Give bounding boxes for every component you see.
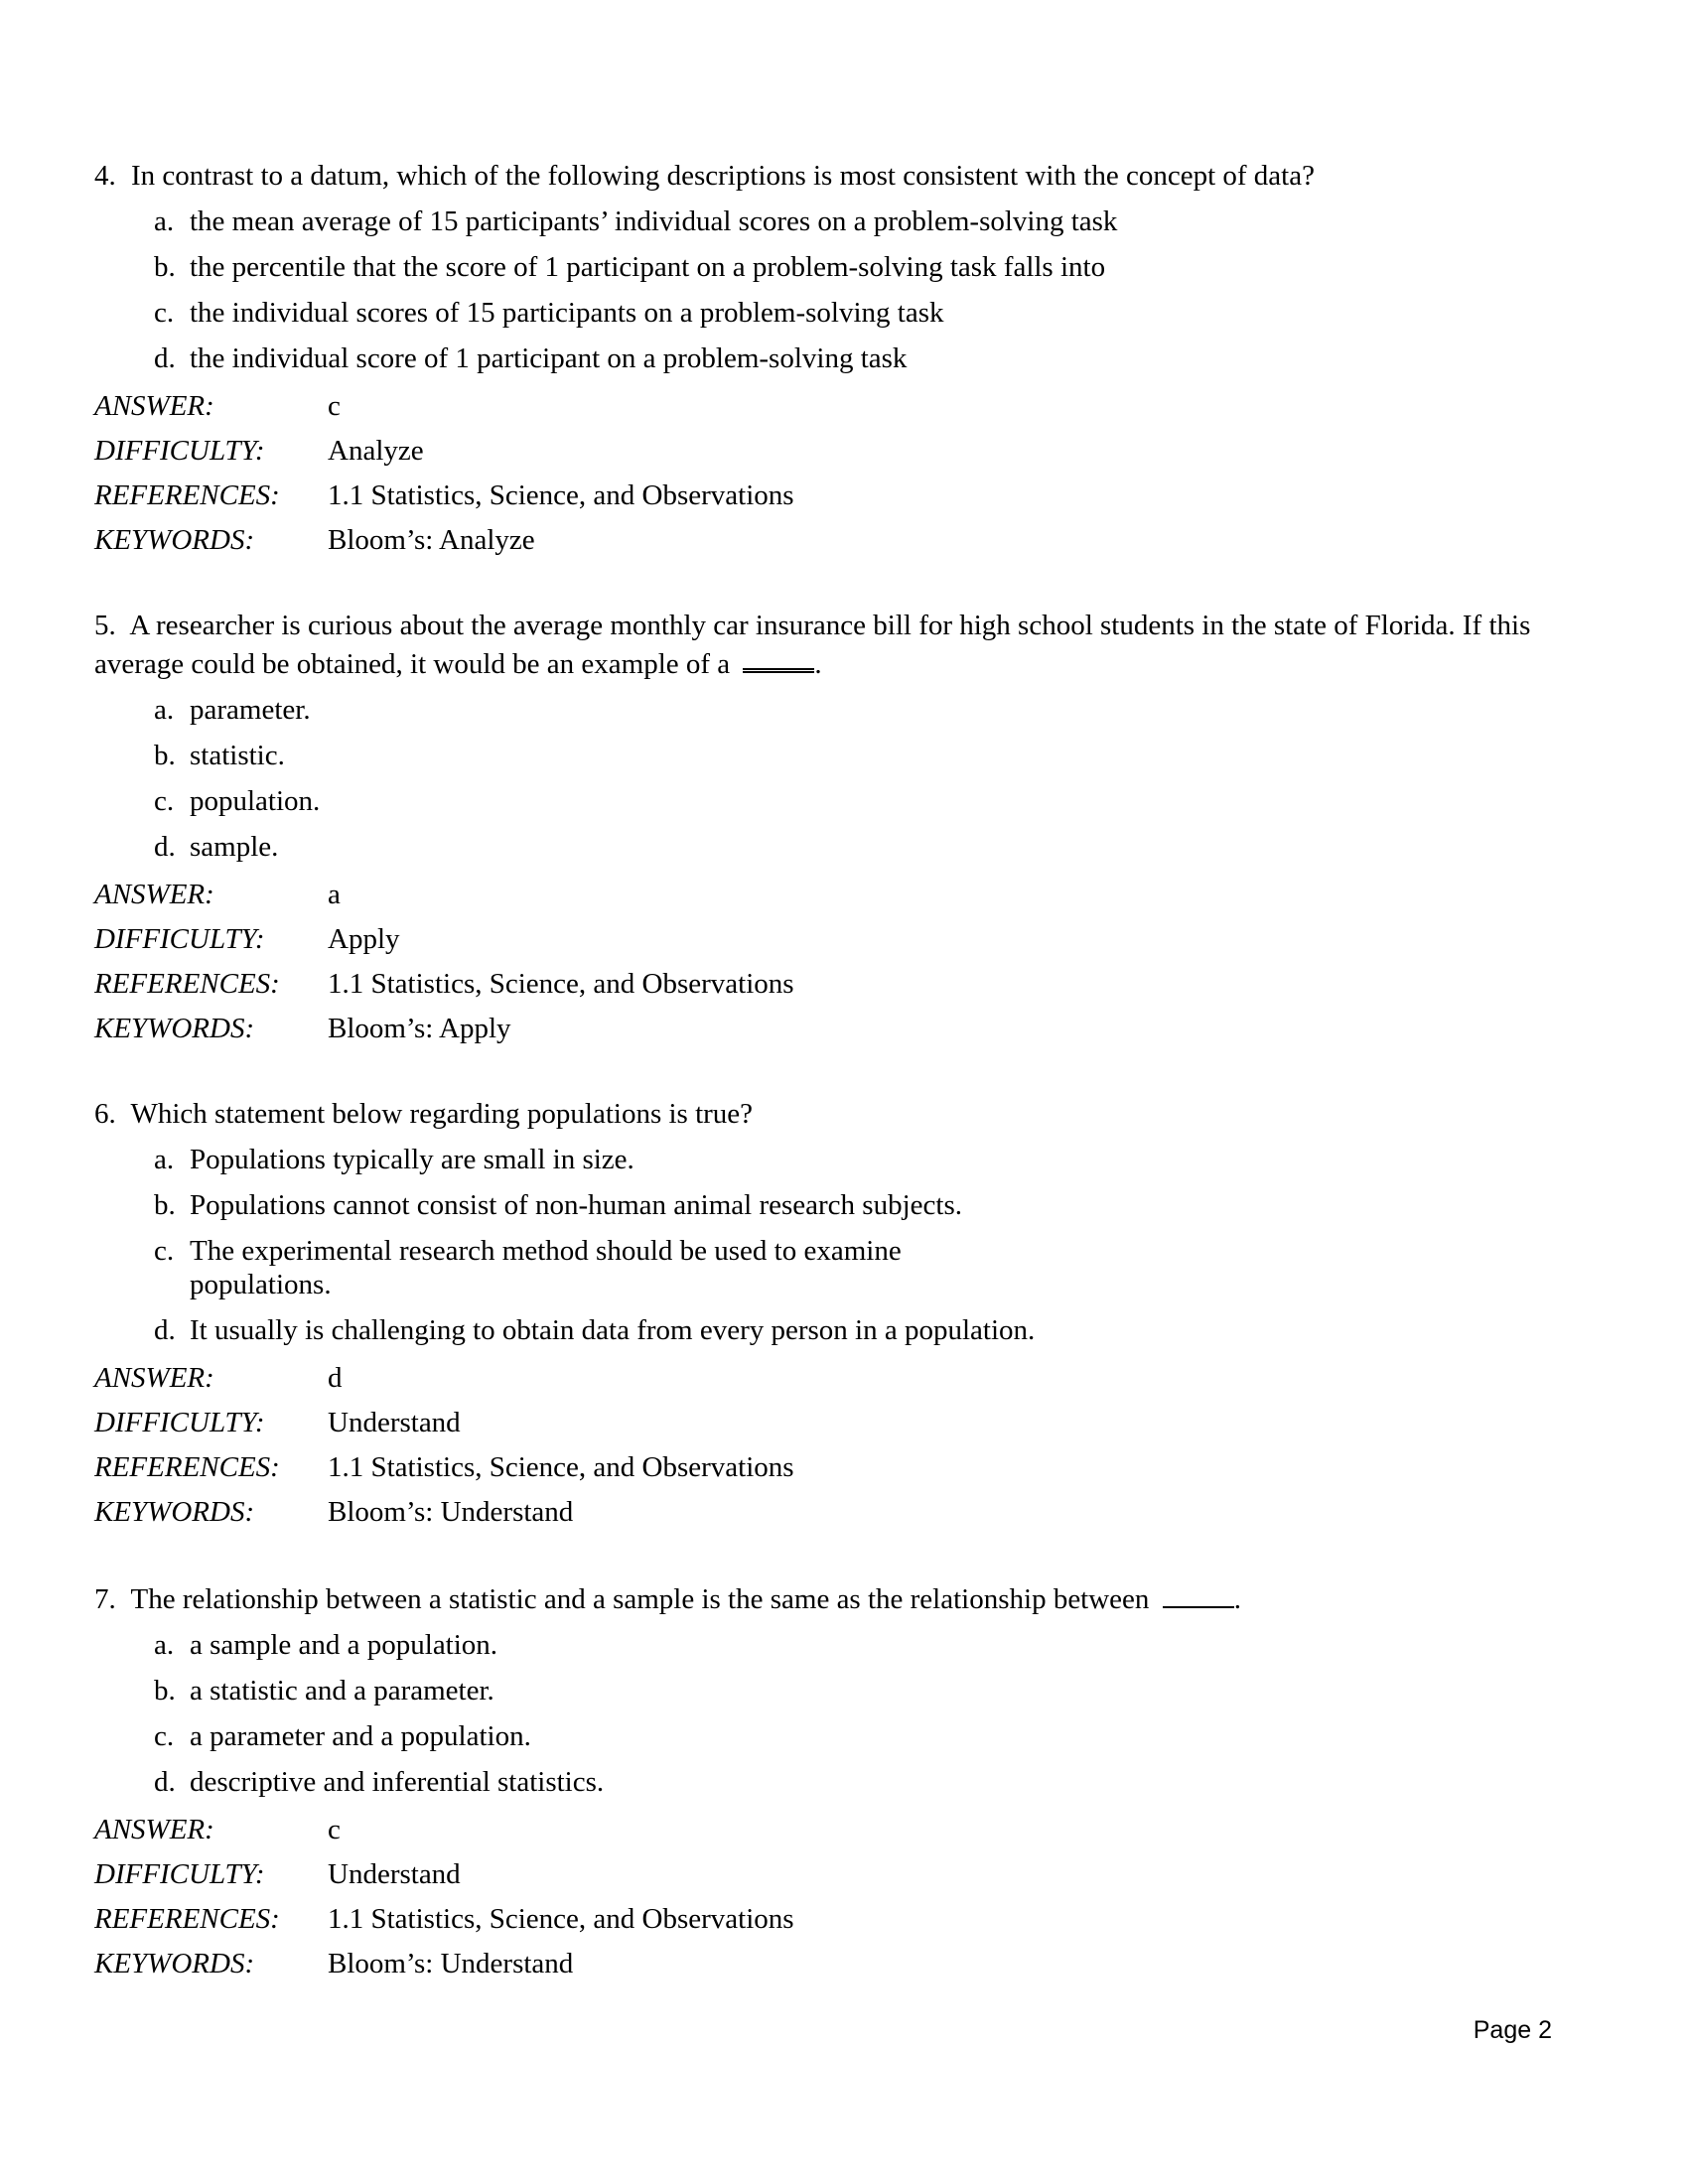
option-text: Populations typically are small in size. (190, 1144, 634, 1175)
question-stem-text: The relationship between a statistic and a sample is the same as the relationship between (130, 1583, 1150, 1615)
keywords-value: Bloom’s: Analyze (328, 524, 535, 556)
option-c (154, 784, 1554, 818)
option-text: descriptive and inferential statistics. (190, 1766, 605, 1798)
option-b (154, 1188, 1554, 1222)
fill-in-blank (1163, 1580, 1234, 1608)
question-stem (94, 609, 1554, 681)
option-letter: a. (154, 694, 175, 726)
difficulty-row (94, 1857, 1554, 1891)
references-value: 1.1 Statistics, Science, and Observations (328, 968, 794, 1000)
option-letter: b. (154, 740, 176, 771)
option-letter: b. (154, 251, 176, 283)
option-c (154, 1719, 1554, 1753)
option-a (154, 1143, 1554, 1176)
answer-value: c (328, 1814, 341, 1845)
references-value: 1.1 Statistics, Science, and Observations (328, 1903, 794, 1935)
question-block-4 (94, 159, 1554, 557)
option-text: a sample and a population. (190, 1629, 498, 1661)
option-text: It usually is challenging to obtain data from every person in a population. (190, 1314, 1036, 1346)
option-a (154, 693, 1554, 727)
difficulty-row (94, 922, 1554, 956)
difficulty-label: DIFFICULTY: (94, 1407, 265, 1438)
keywords-label: KEYWORDS: (94, 1013, 255, 1044)
answer-row (94, 1361, 1554, 1395)
option-b (154, 1674, 1554, 1707)
option-d (154, 1765, 1554, 1799)
difficulty-value: Understand (328, 1858, 461, 1890)
option-text: the individual scores of 15 participants on a problem-solving task (190, 297, 944, 329)
question-stem (94, 1580, 1554, 1616)
keywords-row (94, 523, 1554, 557)
answer-value: c (328, 390, 341, 422)
answer-row (94, 389, 1554, 423)
question-metadata (94, 1813, 1554, 1980)
references-row (94, 478, 1554, 512)
options-list (94, 693, 1554, 864)
options-list (94, 205, 1554, 375)
option-letter: d. (154, 831, 176, 863)
question-number: 7. (94, 1583, 116, 1615)
option-text: the individual score of 1 participant on a problem-solving task (190, 342, 908, 374)
page-number: Page 2 (1473, 2016, 1552, 2044)
question-metadata (94, 389, 1554, 557)
option-letter: d. (154, 342, 176, 374)
difficulty-value: Analyze (328, 435, 424, 467)
option-letter: a. (154, 1629, 175, 1661)
option-text: parameter. (190, 694, 311, 726)
references-value: 1.1 Statistics, Science, and Observations (328, 1451, 794, 1483)
answer-label: ANSWER: (94, 879, 214, 910)
question-stem-text: Which statement below regarding populations is true? (130, 1098, 754, 1130)
keywords-row (94, 1947, 1554, 1980)
option-a (154, 205, 1554, 238)
question-block-7 (94, 1580, 1554, 1980)
answer-row (94, 878, 1554, 911)
difficulty-label: DIFFICULTY: (94, 923, 265, 955)
answer-label: ANSWER: (94, 1814, 214, 1845)
stem-suffix: . (1233, 1583, 1241, 1615)
option-letter: c. (154, 785, 175, 817)
references-row (94, 1450, 1554, 1484)
references-label: REFERENCES: (94, 479, 280, 511)
question-block-6 (94, 1097, 1554, 1529)
keywords-label: KEYWORDS: (94, 1948, 255, 1979)
option-letter: a. (154, 1144, 175, 1175)
option-c (154, 1234, 1554, 1301)
option-letter: b. (154, 1675, 176, 1706)
references-label: REFERENCES: (94, 1451, 280, 1483)
option-d (154, 830, 1554, 864)
option-text: population. (190, 785, 321, 817)
answer-value: a (328, 879, 341, 910)
document-page (94, 159, 1554, 2032)
option-b (154, 250, 1554, 284)
option-b (154, 739, 1554, 772)
option-text: sample. (190, 831, 279, 863)
question-block-5 (94, 609, 1554, 1045)
option-text: the percentile that the score of 1 participant on a problem-solving task falls into (190, 251, 1106, 283)
question-stem-text: A researcher is curious about the average monthly car insurance bill for high school students in the state of Florida. If this average could be obtained, it would be an example of a (94, 610, 1531, 680)
difficulty-label: DIFFICULTY: (94, 1858, 265, 1890)
references-label: REFERENCES: (94, 968, 280, 1000)
option-letter: c. (154, 297, 175, 329)
question-metadata (94, 1361, 1554, 1529)
keywords-value: Bloom’s: Understand (328, 1948, 574, 1979)
difficulty-label: DIFFICULTY: (94, 435, 265, 467)
option-text: statistic. (190, 740, 285, 771)
question-stem (94, 159, 1554, 193)
answer-label: ANSWER: (94, 390, 214, 422)
question-number: 5. (94, 610, 116, 641)
references-row (94, 1902, 1554, 1936)
options-list (94, 1628, 1554, 1799)
references-value: 1.1 Statistics, Science, and Observations (328, 479, 794, 511)
option-d (154, 341, 1554, 375)
option-letter: c. (154, 1235, 175, 1267)
option-letter: b. (154, 1189, 176, 1221)
option-letter: d. (154, 1766, 176, 1798)
question-metadata (94, 878, 1554, 1045)
difficulty-value: Understand (328, 1407, 461, 1438)
keywords-value: Bloom’s: Apply (328, 1013, 511, 1044)
answer-label: ANSWER: (94, 1362, 214, 1394)
option-text: Populations cannot consist of non-human animal research subjects. (190, 1189, 962, 1221)
keywords-label: KEYWORDS: (94, 1496, 255, 1528)
question-number: 6. (94, 1098, 116, 1130)
option-a (154, 1628, 1554, 1662)
option-text: the mean average of 15 participants’ individual scores on a problem-solving task (190, 205, 1118, 237)
keywords-row (94, 1012, 1554, 1045)
option-letter: c. (154, 1720, 175, 1752)
option-letter: a. (154, 205, 175, 237)
keywords-value: Bloom’s: Understand (328, 1496, 574, 1528)
answer-value: d (328, 1362, 343, 1394)
difficulty-row (94, 434, 1554, 468)
fill-in-blank (743, 642, 814, 673)
references-label: REFERENCES: (94, 1903, 280, 1935)
option-text: a parameter and a population. (190, 1720, 531, 1752)
option-letter: d. (154, 1314, 176, 1346)
option-text: a statistic and a parameter. (190, 1675, 494, 1706)
difficulty-row (94, 1406, 1554, 1439)
question-stem (94, 1097, 1554, 1131)
keywords-row (94, 1495, 1554, 1529)
question-number: 4. (94, 160, 116, 192)
option-d (154, 1313, 1554, 1347)
option-c (154, 296, 1554, 330)
question-stem-text: In contrast to a datum, which of the following descriptions is most consistent with the concept of data? (131, 160, 1315, 192)
option-text: The experimental research method should be used to examine populations. (190, 1235, 902, 1300)
options-list (94, 1143, 1554, 1347)
answer-row (94, 1813, 1554, 1846)
stem-suffix: . (814, 648, 822, 680)
keywords-label: KEYWORDS: (94, 524, 255, 556)
difficulty-value: Apply (328, 923, 400, 955)
references-row (94, 967, 1554, 1001)
